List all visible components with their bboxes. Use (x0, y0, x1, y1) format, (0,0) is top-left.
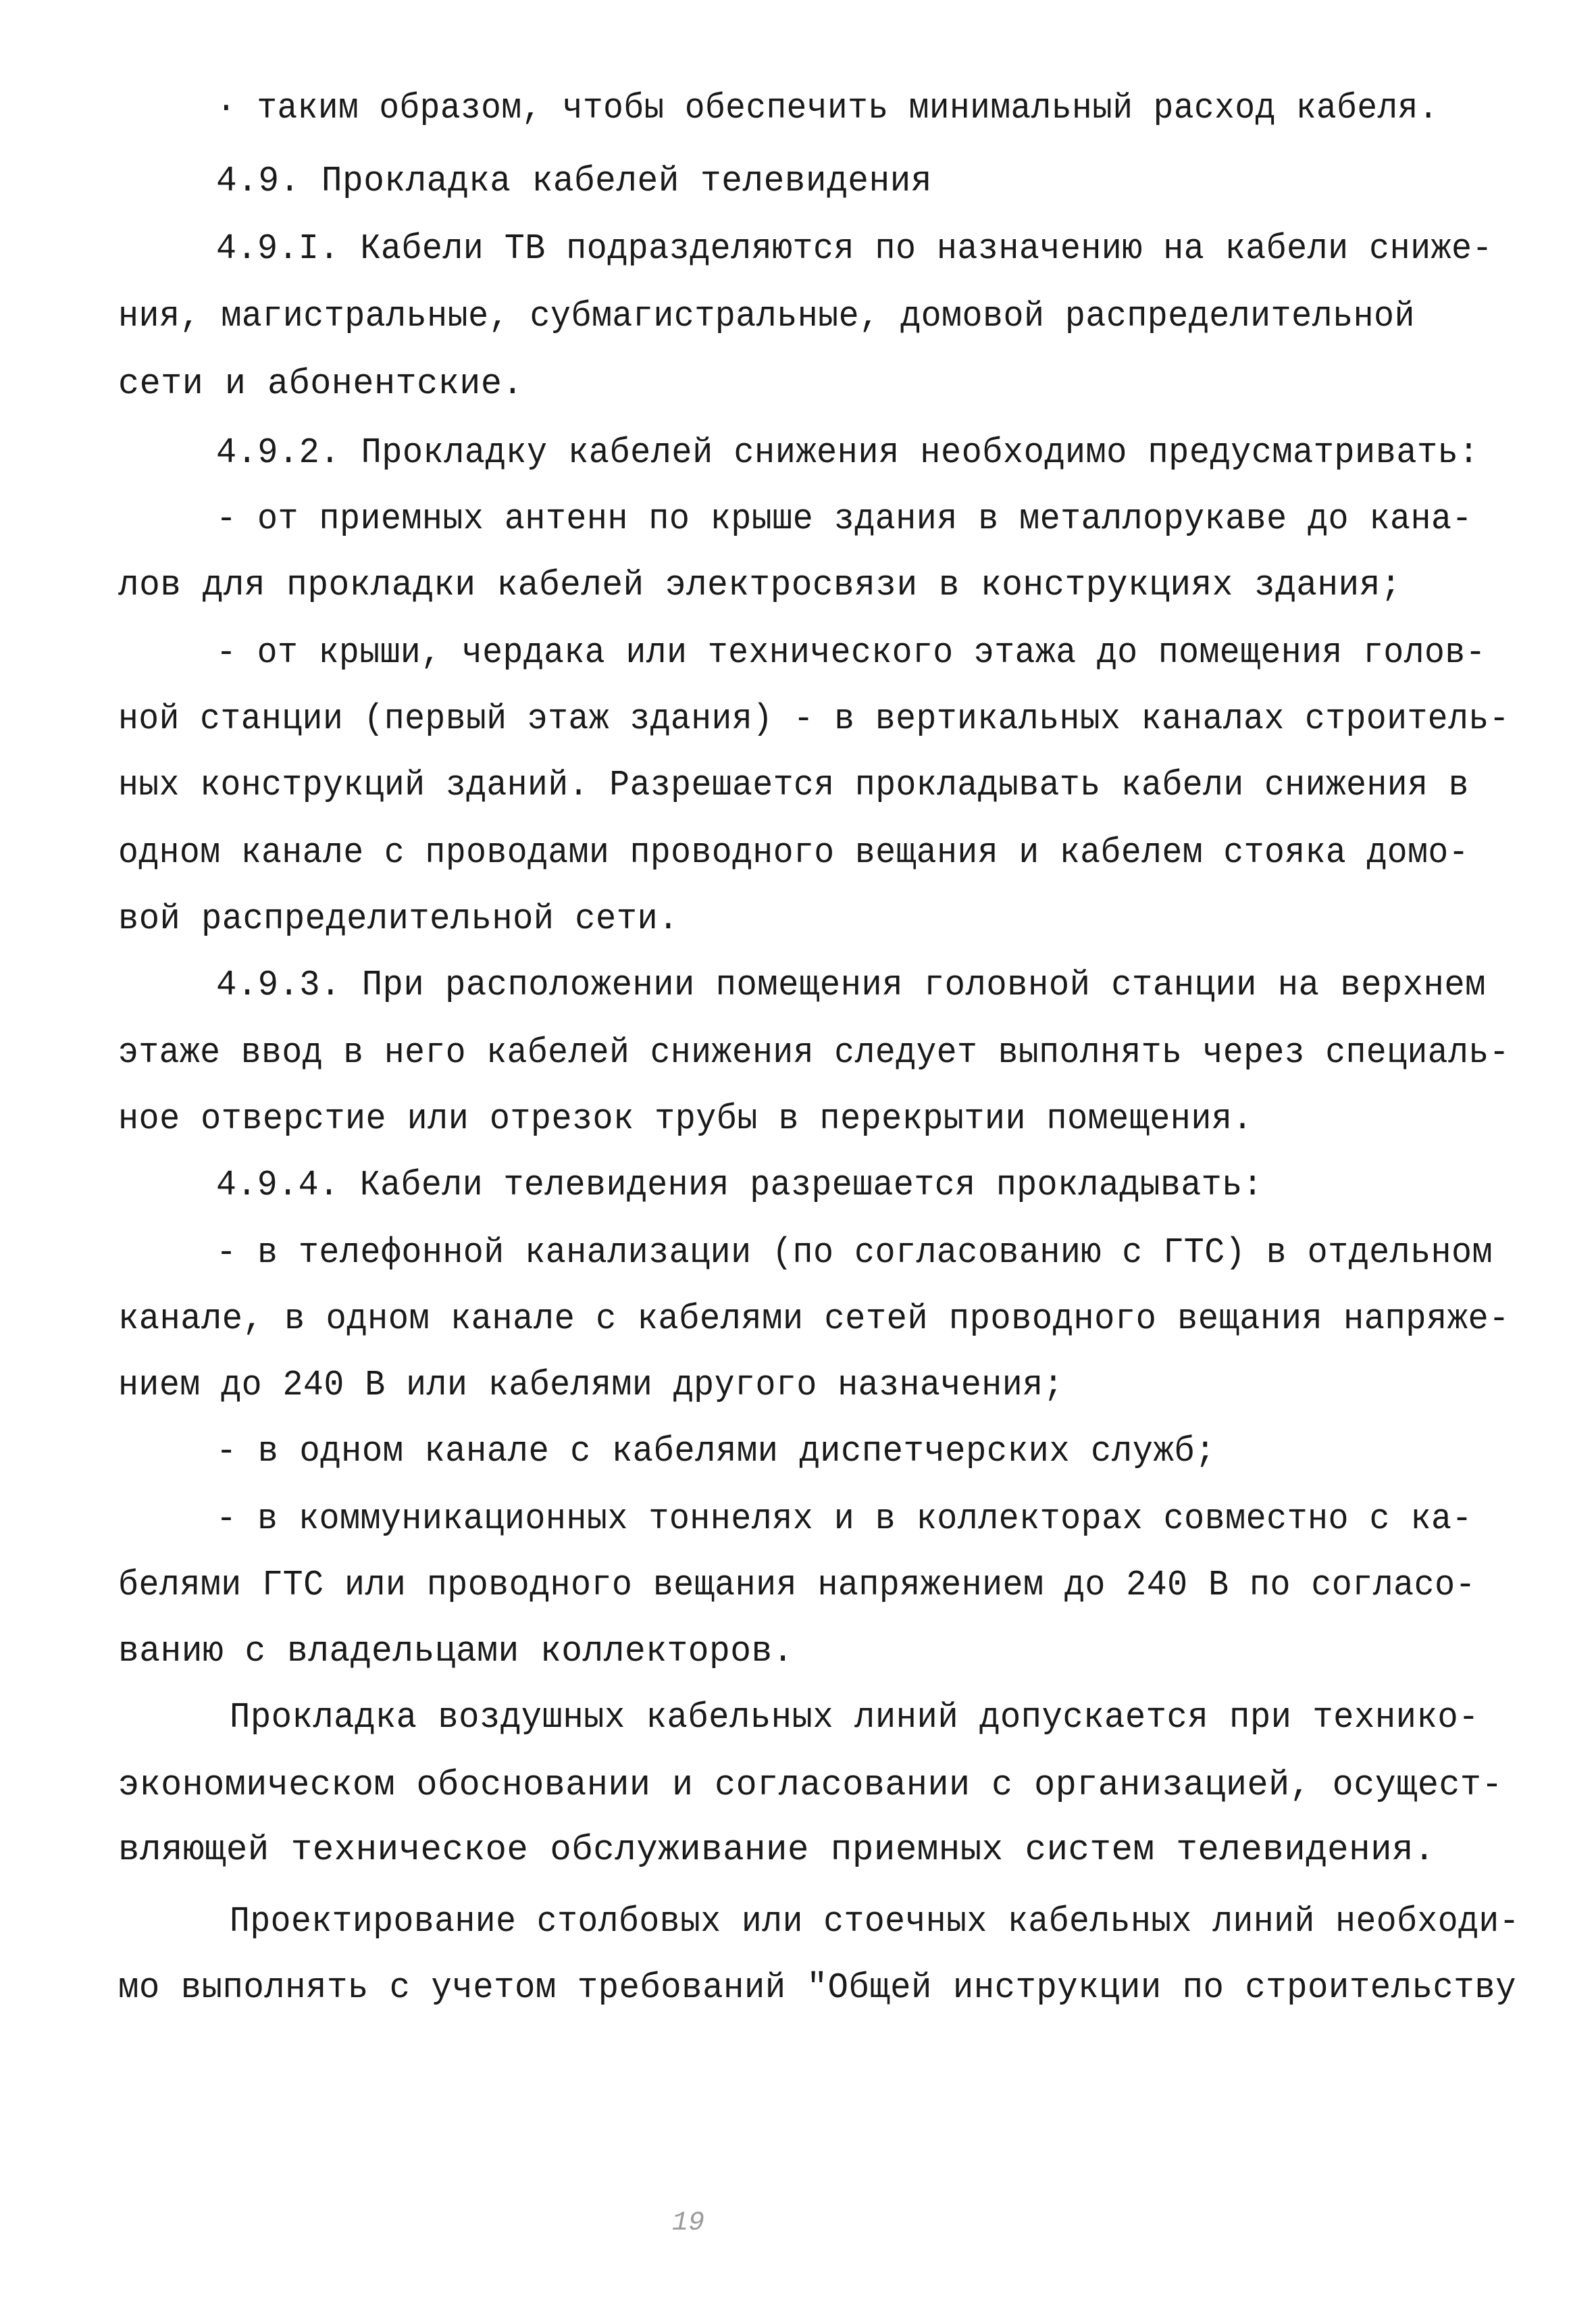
text-line: нием до 240 В или кабелями другого назначения; (118, 1365, 1064, 1405)
text-line: - от крыши, чердака или технического этажа до помещения голов- (216, 632, 1486, 673)
text-line: ной станции (первый этаж здания) - в вертикальных каналах строитель- (118, 699, 1510, 739)
text-line: - от приемных антенн по крыше здания в металлорукаве до кана- (216, 499, 1472, 539)
text-line: - в одном канале с кабелями диспетчерских служб; (216, 1431, 1216, 1472)
text-line: - в телефонной канализации (по согласованию с ГТС) в отдельном (216, 1232, 1493, 1273)
text-line: ное отверстие или отрезок трубы в перекрытии помещения. (118, 1099, 1253, 1139)
page-number: 19 (672, 2208, 705, 2238)
section-heading: 4.9. Прокладка кабелей телевидения (216, 161, 932, 201)
text-line: ванию с владельцами коллекторов. (118, 1631, 794, 1671)
text-line: одном канале с проводами проводного вещания и кабелем стояка домо- (118, 832, 1469, 873)
text-line: лов для прокладки кабелей электросвязи в конструкциях здания; (118, 565, 1401, 605)
text-line: экономическом обосновании и согласовании с организацией, осущест- (118, 1765, 1503, 1805)
text-line: сети и абонентские. (118, 363, 523, 404)
text-line: - в коммуникационных тоннелях и в коллекторах совместно с ка- (216, 1499, 1472, 1539)
text-line: мо выполнять с учетом требований "Общей инструкции по строительству (118, 1967, 1516, 2008)
text-line: ния, магистральные, субмагистральные, домовой распределительной (118, 296, 1415, 336)
text-line: вляющей техническое обслуживание приемных систем телевидения. (118, 1830, 1435, 1870)
text-line: белями ГТС или проводного вещания напряжением до 240 В по согласо- (118, 1565, 1476, 1605)
text-line: Прокладка воздушных кабельных линий допускается при технико- (230, 1697, 1479, 1738)
text-line: канале, в одном канале с кабелями сетей проводного вещания напряже- (118, 1299, 1510, 1339)
text-line: 4.9.I. Кабели ТВ подразделяются по назначению на кабели сниже- (216, 228, 1493, 269)
text-line: вой распределительной сети. (118, 899, 679, 939)
text-line: · таким образом, чтобы обеспечить минимальный расход кабеля. (216, 88, 1439, 128)
text-line: 4.9.2. Прокладку кабелей снижения необходимо предусматривать: (216, 432, 1479, 473)
text-line: этаже ввод в него кабелей снижения следует выполнять через специаль- (118, 1032, 1510, 1073)
text-line: Проектирование столбовых или стоечных кабельных линий необходи- (230, 1901, 1520, 1942)
text-line: ных конструкций зданий. Разрешается прокладывать кабели снижения в (118, 765, 1469, 805)
text-line: 4.9.4. Кабели телевидения разрешается прокладывать: (216, 1165, 1263, 1205)
text-line: 4.9.3. При расположении помещения головной станции на верхнем (216, 965, 1486, 1005)
